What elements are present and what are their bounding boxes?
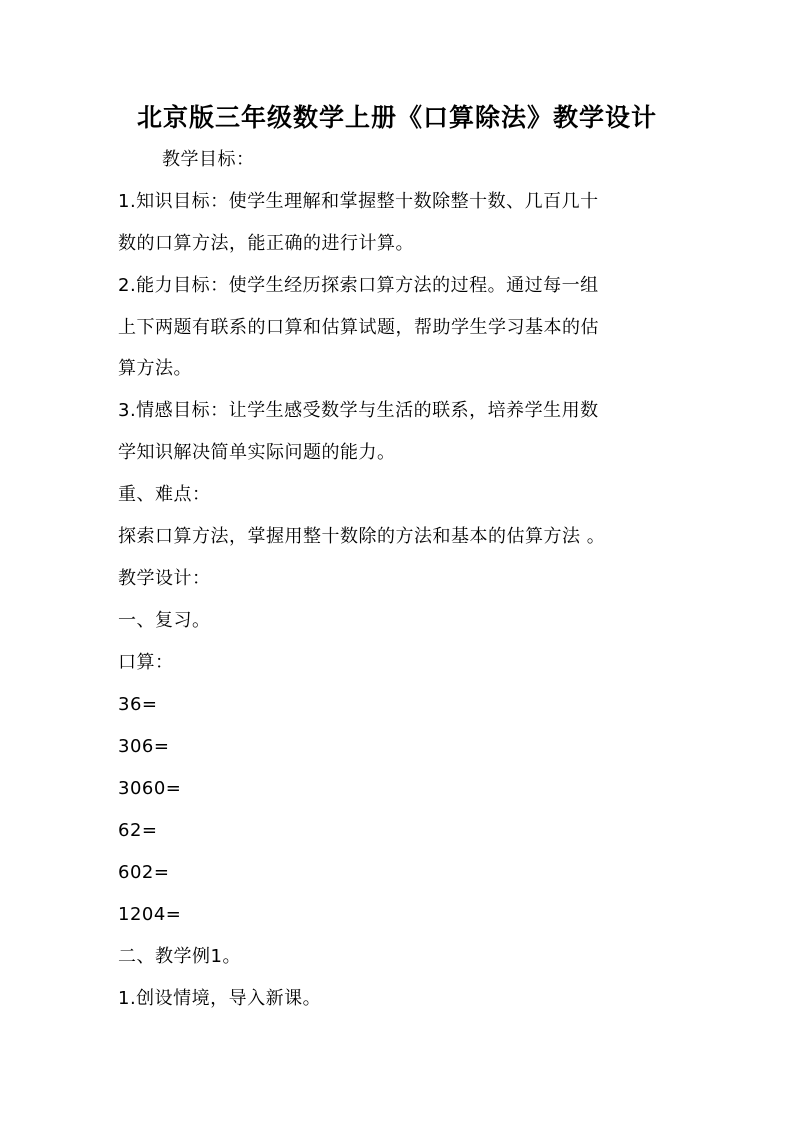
exercise-item: 36= [118, 694, 158, 715]
section-heading-teaching-design: 教学设计： [118, 568, 211, 589]
paragraph-line: 数的口算方法，能正确的进行计算。 [118, 233, 414, 254]
section-heading-teaching-goals: 教学目标： [162, 149, 255, 170]
exercise-item: 306= [118, 736, 170, 757]
section-heading-review: 一、复习。 [118, 610, 211, 631]
paragraph-line: 探索口算方法，掌握用整十数除的方法和基本的估算方法 。 [118, 526, 606, 547]
paragraph-line: 口算： [118, 652, 174, 673]
exercise-item: 602= [118, 862, 170, 883]
exercise-item: 3060= [118, 778, 182, 799]
paragraph-line: 1.知识目标：使学生理解和掌握整十数除整十数、几百几十 [118, 191, 599, 212]
paragraph-line: 算方法。 [118, 358, 192, 379]
exercise-item: 1204= [118, 904, 182, 925]
paragraph-line: 2.能力目标：使学生经历探索口算方法的过程。通过每一组 [118, 275, 599, 296]
paragraph-line: 学知识解决简单实际问题的能力。 [118, 442, 396, 463]
section-heading-example: 二、教学例1。 [118, 946, 241, 967]
section-heading-key-points: 重、难点： [118, 484, 211, 505]
paragraph-line: 上下两题有联系的口算和估算试题，帮助学生学习基本的估 [118, 317, 599, 338]
exercise-item: 62= [118, 820, 158, 841]
paragraph-line: 3.情感目标：让学生感受数学与生活的联系，培养学生用数 [118, 400, 599, 421]
document-title: 北京版三年级数学上册《口算除法》教学设计 [136, 103, 657, 132]
paragraph-line: 1.创设情境，导入新课。 [118, 988, 322, 1009]
